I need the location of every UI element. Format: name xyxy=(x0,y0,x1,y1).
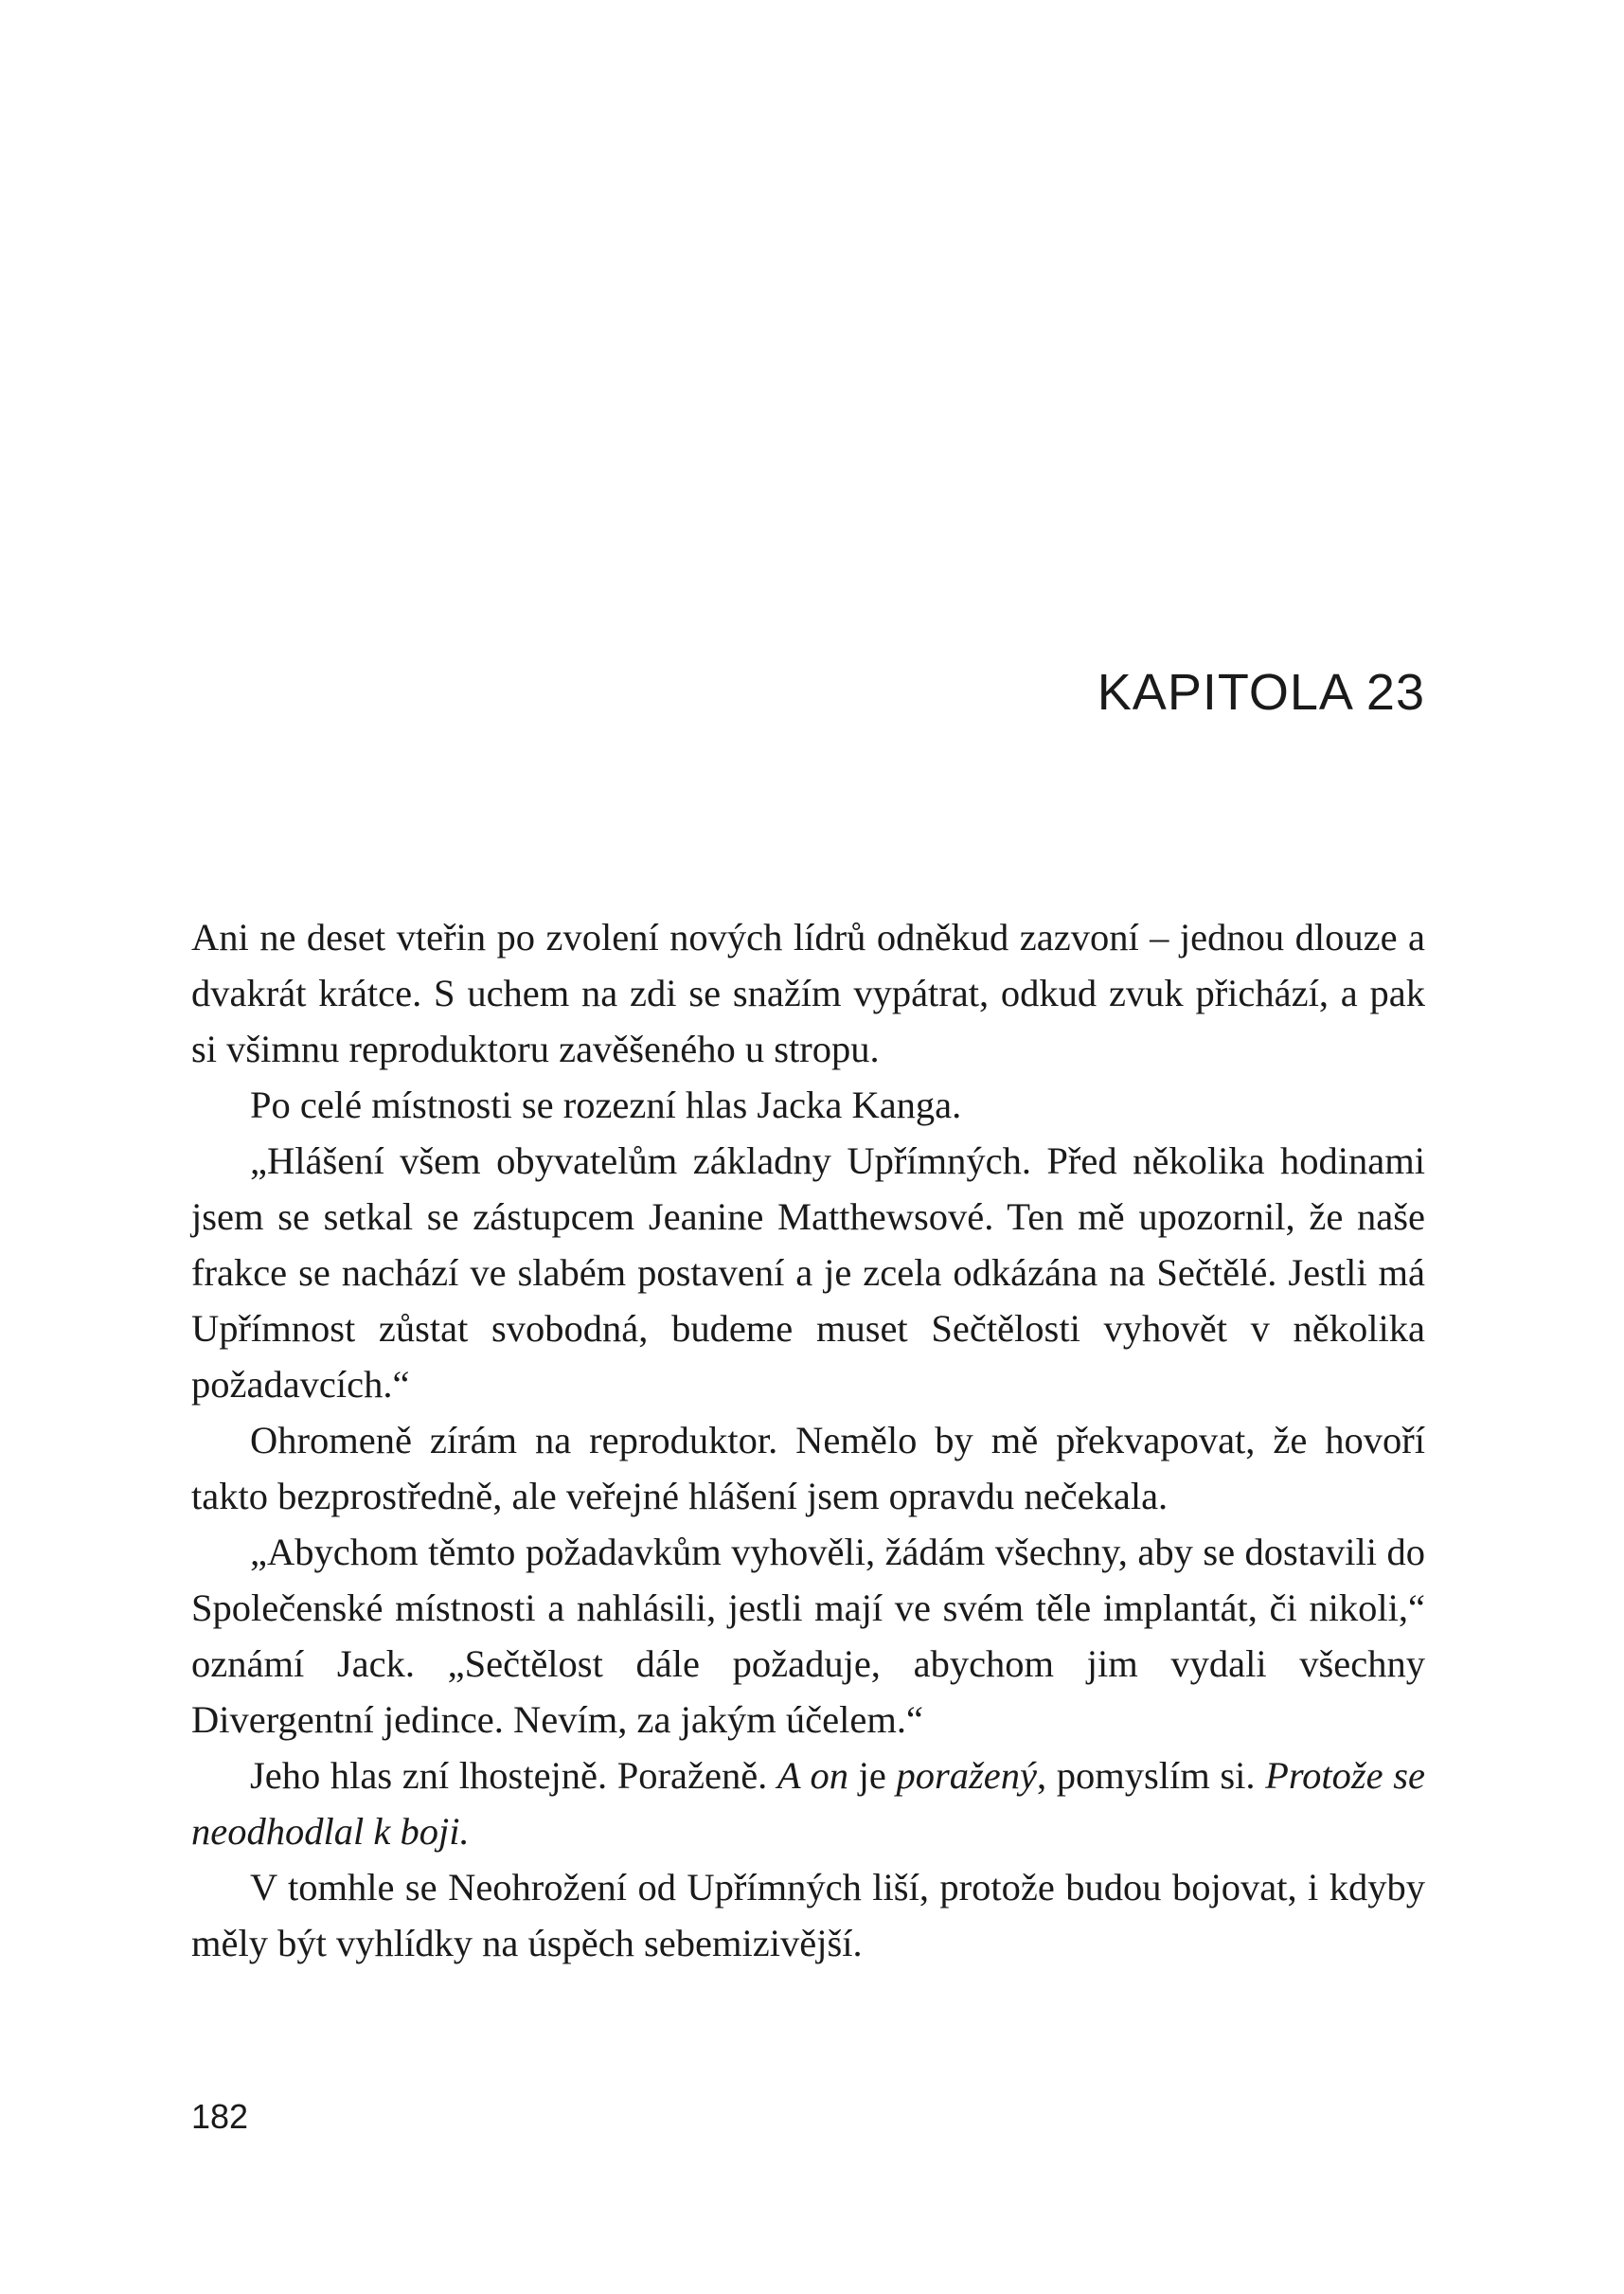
text-run: , pomyslím si. xyxy=(1037,1754,1266,1797)
page-number: 182 xyxy=(191,2097,249,2136)
text-run: Ohromeně zírám na reproduktor. Nemělo by mě překvapovat, že hovoří takto bezprostředně, ale veřejné hlášení jsem opravdu nečekala. xyxy=(191,1419,1425,1517)
paragraph xyxy=(191,1412,1425,1524)
italic-text-run: A on xyxy=(776,1754,849,1797)
paragraph xyxy=(191,1859,1425,1971)
paragraph xyxy=(191,1747,1425,1859)
text-run: Ani ne deset vteřin po zvolení nových lídrů odněkud zazvoní – jednou dlouze a dvakrát krátce. S uchem na zdi se snažím vypátrat, odkud zvuk přichází, a pak si všimnu reproduktoru zavěšeného u stropu. xyxy=(191,916,1425,1070)
chapter-title: KAPITOLA 23 xyxy=(1097,664,1425,721)
text-run: je xyxy=(848,1754,897,1797)
text-run: Po celé místnosti se rozezní hlas Jacka Kanga. xyxy=(250,1084,962,1126)
paragraph xyxy=(191,1133,1425,1412)
text-run: Jeho hlas zní lhostejně. Poraženě. xyxy=(250,1754,777,1797)
text-run: „Hlášení všem obyvatelům základny Upřímných. Před několika hodinami jsem se setkal se zástupcem Jeanine Matthewsové. Ten mě upozornil, že naše frakce se nachází ve slabém postavení a je zcela odkázána na Sečtělé. Jestli má Upřímnost zůstat svobodná, budeme muset Sečtělosti vyhovět v několika požadavcích.“ xyxy=(191,1139,1425,1406)
italic-text-run: Protože se neodhodlal k boji. xyxy=(191,1754,1425,1853)
paragraph xyxy=(191,1524,1425,1747)
paragraph xyxy=(191,1077,1425,1133)
body-text xyxy=(191,909,1425,1971)
text-run: V tomhle se Neohrožení od Upřímných liší, protože budou bojovat, i kdyby měly být vyhlídky na úspěch sebemizivější. xyxy=(191,1866,1425,1964)
italic-text-run: poražený xyxy=(896,1754,1037,1797)
text-run: „Abychom těmto požadavkům vyhověli, žádám všechny, aby se dostavili do Společenské místnosti a nahlásili, jestli mají ve svém těle implantát, či nikoli,“ oznámí Jack. „Sečtělost dále požaduje, abychom jim vydali všechny Divergentní jedince. Nevím, za jakým účelem.“ xyxy=(191,1531,1425,1741)
paragraph xyxy=(191,909,1425,1077)
